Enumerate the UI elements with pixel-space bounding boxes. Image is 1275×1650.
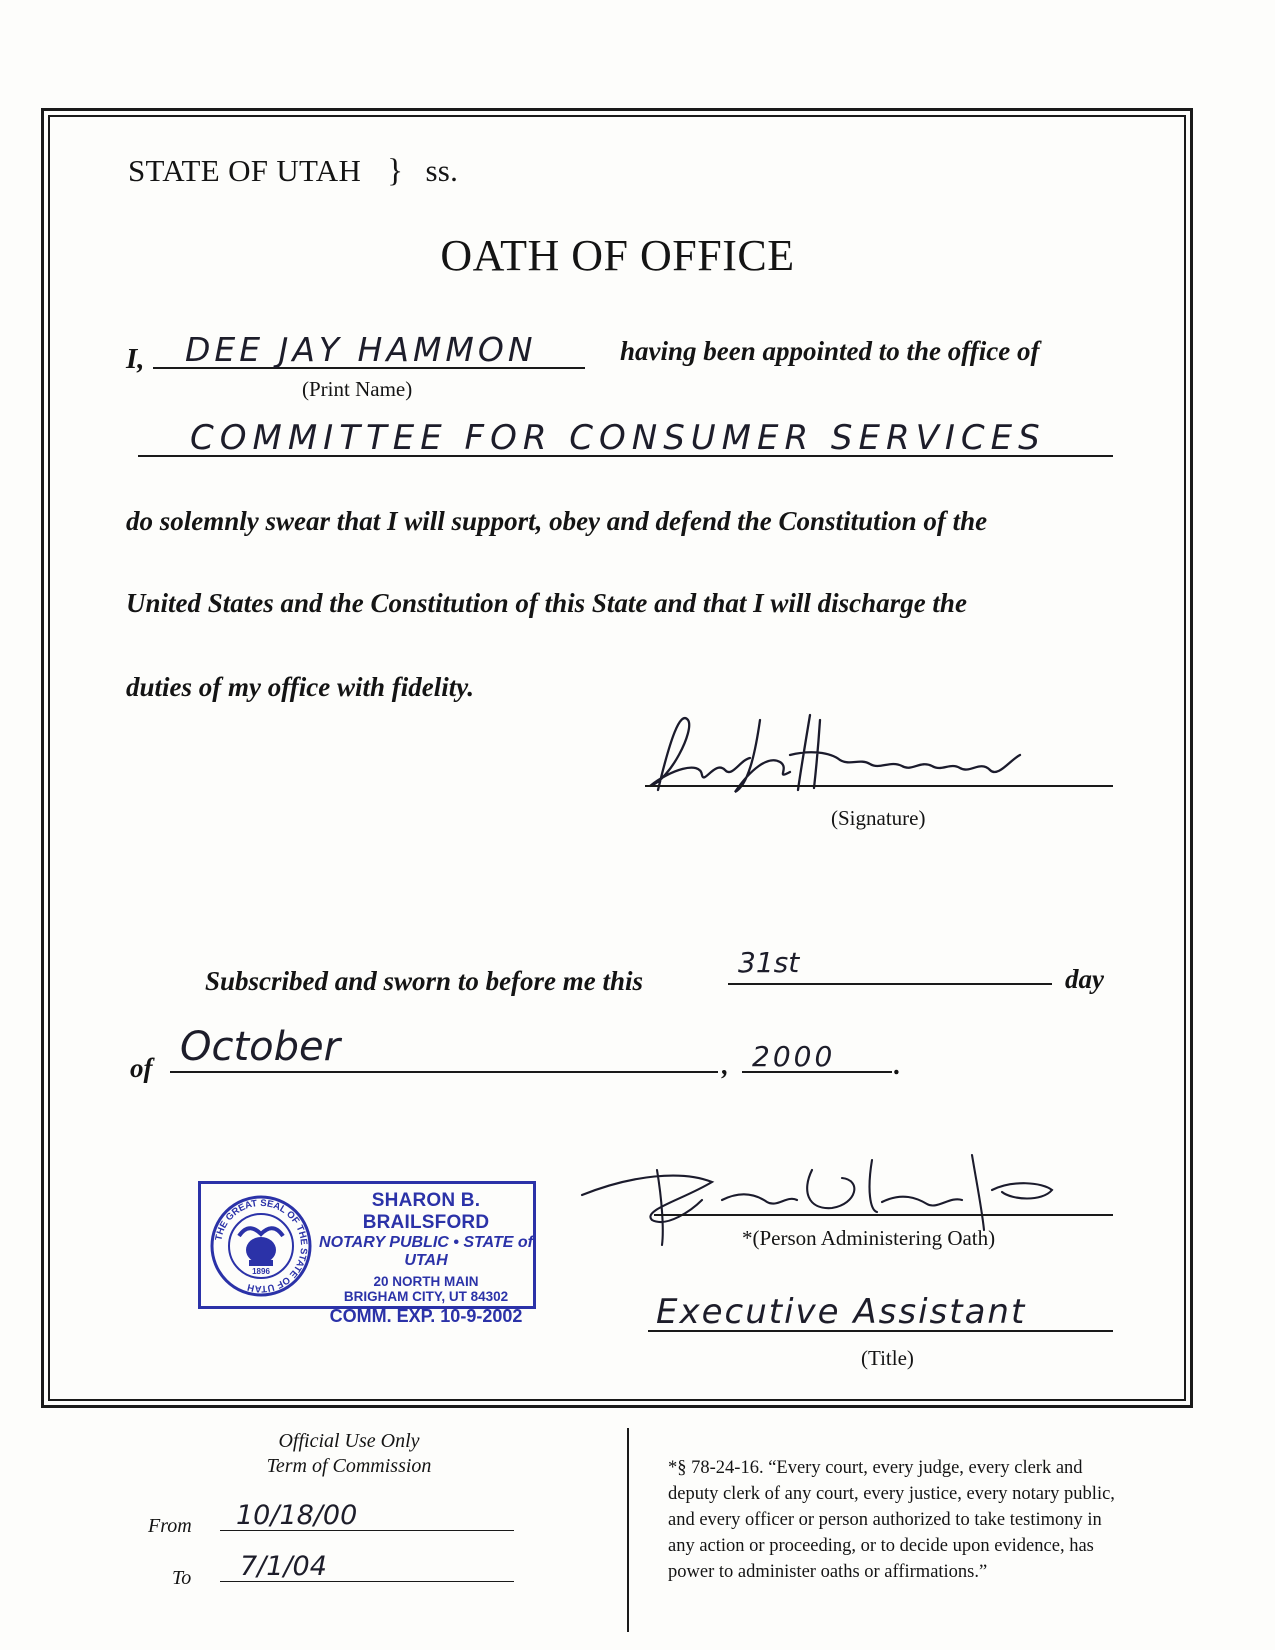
statute-line-4: any action or proceeding, or to decide upon evidence, has [668, 1536, 1094, 1556]
appointed-text: having been appointed to the office of [620, 336, 1040, 366]
state-brace: } [387, 153, 404, 189]
svg-text:THE GREAT SEAL OF THE STATE OF: THE GREAT SEAL OF THE STATE OF UTAH [213, 1197, 310, 1295]
oath-body-line-1: do solemnly swear that I will support, obey and defend the Constitution of the [126, 506, 988, 536]
term-heading: Term of Commission [266, 1455, 432, 1477]
state-name: STATE OF UTAH [128, 153, 362, 188]
state-ss: ss. [425, 153, 459, 188]
statute-line-3: and every officer or person authorized to take testimony in [668, 1510, 1102, 1530]
signature-label: (Signature) [831, 806, 926, 830]
state-header [128, 153, 458, 190]
notary-expiry: COMM. EXP. 10-9-2002 [329, 1306, 523, 1326]
notary-address-2: BRIGHAM CITY, UT 84302 [343, 1289, 509, 1304]
oath-body-line-3: duties of my office with fidelity. [126, 672, 474, 702]
notary-address-1: 20 NORTH MAIN [373, 1274, 479, 1289]
notary-name: SHARON B. BRAILSFORD [362, 1190, 490, 1233]
footer-divider [627, 1428, 629, 1632]
comma: , [722, 1050, 729, 1080]
notary-stamp [198, 1181, 536, 1326]
statute-text [668, 1455, 1115, 1585]
print-name-label: (Print Name) [302, 377, 413, 401]
title-value: Executive Assistant [656, 1292, 1027, 1332]
administrator-line [654, 1214, 1113, 1216]
day-value: 31st [738, 946, 800, 979]
month-value: October [180, 1024, 341, 1070]
statute-line-1: *§ 78-24-16. “Every court, every judge, every clerk and [668, 1458, 1083, 1478]
signature-line [645, 785, 1113, 787]
day-line [728, 983, 1052, 985]
of-label: of [130, 1053, 153, 1083]
office-value: COMMITTEE FOR CONSUMER SERVICES [190, 418, 1046, 458]
to-label: To [172, 1567, 192, 1589]
statute-line-2: deputy clerk of any court, every justice, every notary public, [668, 1484, 1115, 1504]
to-value: 7/1/04 [240, 1551, 327, 1582]
from-value: 10/18/00 [236, 1500, 358, 1531]
administrator-label: *(Person Administering Oath) [742, 1226, 996, 1250]
print-name-value: DEE JAY HAMMON [185, 330, 537, 369]
period: . [894, 1050, 901, 1080]
official-use-heading: Official Use Only [278, 1430, 420, 1452]
from-label: From [148, 1515, 192, 1537]
title-label: (Title) [861, 1346, 914, 1370]
month-line [170, 1071, 718, 1073]
notary-role: NOTARY PUBLIC • STATE of UTAH [319, 1234, 533, 1269]
svg-text:1896: 1896 [252, 1267, 270, 1276]
oath-body-line-2: United States and the Constitution of this State and that I will discharge the [126, 588, 967, 618]
year-value: 2000 [752, 1040, 836, 1073]
state-seal-icon [209, 1194, 313, 1298]
day-label: day [1065, 964, 1104, 994]
page-title: OATH OF OFFICE [440, 231, 795, 280]
sworn-text: Subscribed and sworn to before me this [205, 966, 644, 996]
statute-line-5: power to administer oaths or affirmations.” [668, 1562, 988, 1582]
oath-prefix: I, [126, 343, 145, 375]
